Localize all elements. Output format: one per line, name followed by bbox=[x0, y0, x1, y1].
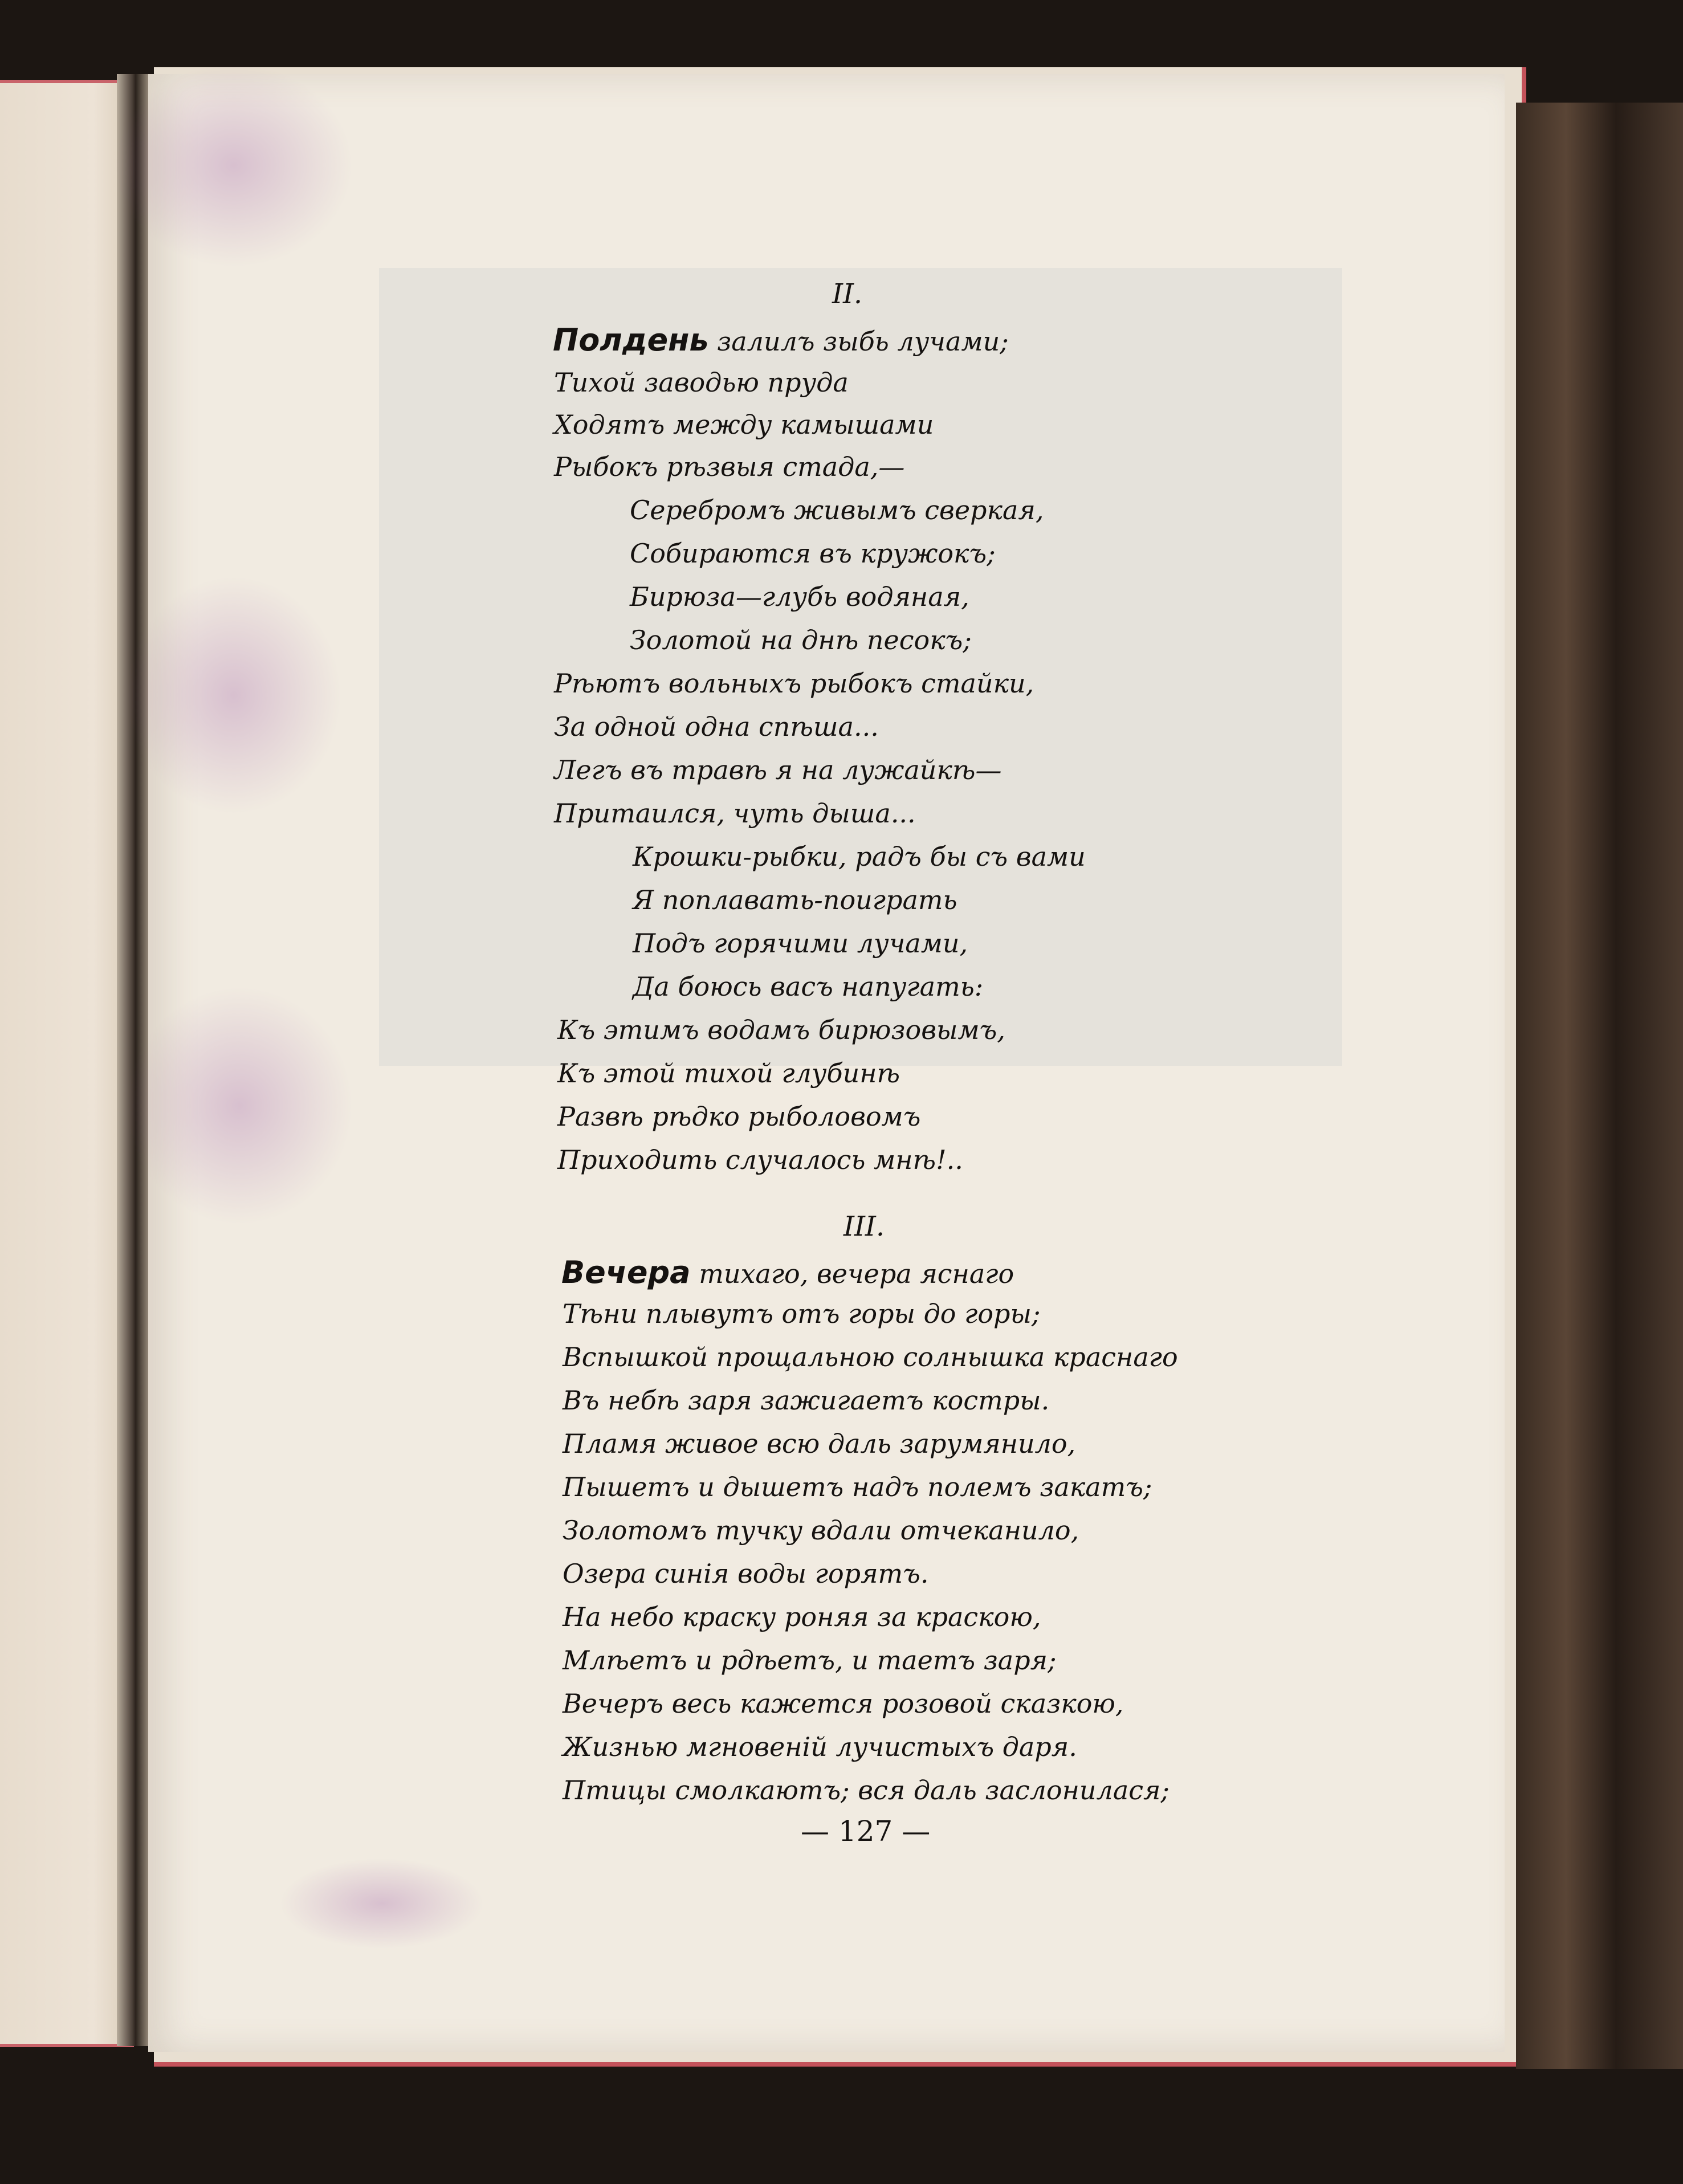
poem-line: Золотомъ тучку вдали отчеканило, bbox=[563, 1515, 1079, 1546]
page-number: — 127 — bbox=[801, 1815, 931, 1848]
poem-line: Притаился, чуть дыша... bbox=[554, 798, 916, 829]
section-numeral-ii: II. bbox=[832, 278, 863, 310]
poem-line: Къ этой тихой глубинѣ bbox=[557, 1058, 900, 1089]
poem-line bbox=[561, 1254, 1014, 1290]
poem-line: Тихой заводью пруда bbox=[554, 367, 849, 398]
section-numeral-iii: III. bbox=[843, 1211, 885, 1242]
poem-line: Къ этимъ водамъ бирюзовымъ, bbox=[557, 1014, 1005, 1045]
first-line-rest: залилъ зыбь лучами; bbox=[708, 326, 1009, 357]
left-page-edge bbox=[0, 80, 134, 2047]
poem-line: На небо краску роняя за краскою, bbox=[563, 1602, 1041, 1632]
poem-line: За одной одна спѣша... bbox=[554, 711, 879, 742]
poem-line: Рыбокъ рѣзвыя стада,— bbox=[554, 451, 905, 482]
poem-line: Вспышкой прощальною солнышка краснаго bbox=[563, 1342, 1178, 1372]
poem-text bbox=[148, 74, 1505, 2052]
poem-line: Пышетъ и дышетъ надъ полемъ закатъ; bbox=[563, 1472, 1152, 1502]
book-cover-edge bbox=[1516, 103, 1683, 2069]
poem-line: Пламя живое всю даль зарумянило, bbox=[563, 1428, 1076, 1459]
poem-line: Птицы смолкаютъ; вся даль заслонилася; bbox=[563, 1775, 1169, 1806]
poem-line: Развѣ рѣдко рыболовомъ bbox=[557, 1101, 921, 1132]
poem-line: Крошки-рыбки, радъ бы съ вами bbox=[633, 841, 1086, 872]
poem-line: Рѣютъ вольныхъ рыбокъ стайки, bbox=[554, 668, 1034, 699]
poem-line: Собираются въ кружокъ; bbox=[630, 538, 996, 569]
poem-line: Ходятъ между камышами bbox=[554, 409, 934, 440]
poem-line bbox=[553, 322, 1009, 358]
book-page bbox=[148, 74, 1505, 2052]
poem-line: Серебромъ живымъ сверкая, bbox=[630, 495, 1044, 525]
poem-line: Жизнью мгновеній лучистыхъ даря. bbox=[563, 1731, 1077, 1762]
poem-line: Золотой на днѣ песокъ; bbox=[630, 625, 972, 655]
poem-line: Млѣетъ и рдѣетъ, и таетъ заря; bbox=[563, 1645, 1057, 1676]
poem-line: Озера синія воды горятъ. bbox=[563, 1558, 929, 1589]
poem-line: Тѣни плывутъ отъ горы до горы; bbox=[563, 1298, 1041, 1329]
poem-line: Бирюза—глубь водяная, bbox=[630, 581, 969, 612]
poem-line: Вечеръ весь кажется розовой сказкою, bbox=[563, 1688, 1124, 1719]
lead-word: Полдень bbox=[553, 322, 709, 358]
first-line-rest: тихаго, вечера яснаго bbox=[690, 1258, 1014, 1289]
lead-word: Вечера bbox=[561, 1254, 691, 1290]
poem-line: Подъ горячими лучами, bbox=[633, 928, 968, 959]
poem-line: Приходить случалось мнѣ!.. bbox=[557, 1144, 963, 1175]
poem-line: Да боюсь васъ напугать: bbox=[633, 971, 984, 1002]
poem-line: Въ небѣ заря зажигаетъ костры. bbox=[563, 1385, 1050, 1416]
poem-line: Легъ въ травѣ я на лужайкѣ— bbox=[554, 755, 1002, 785]
poem-line: Я поплавать-поиграть bbox=[633, 885, 957, 915]
